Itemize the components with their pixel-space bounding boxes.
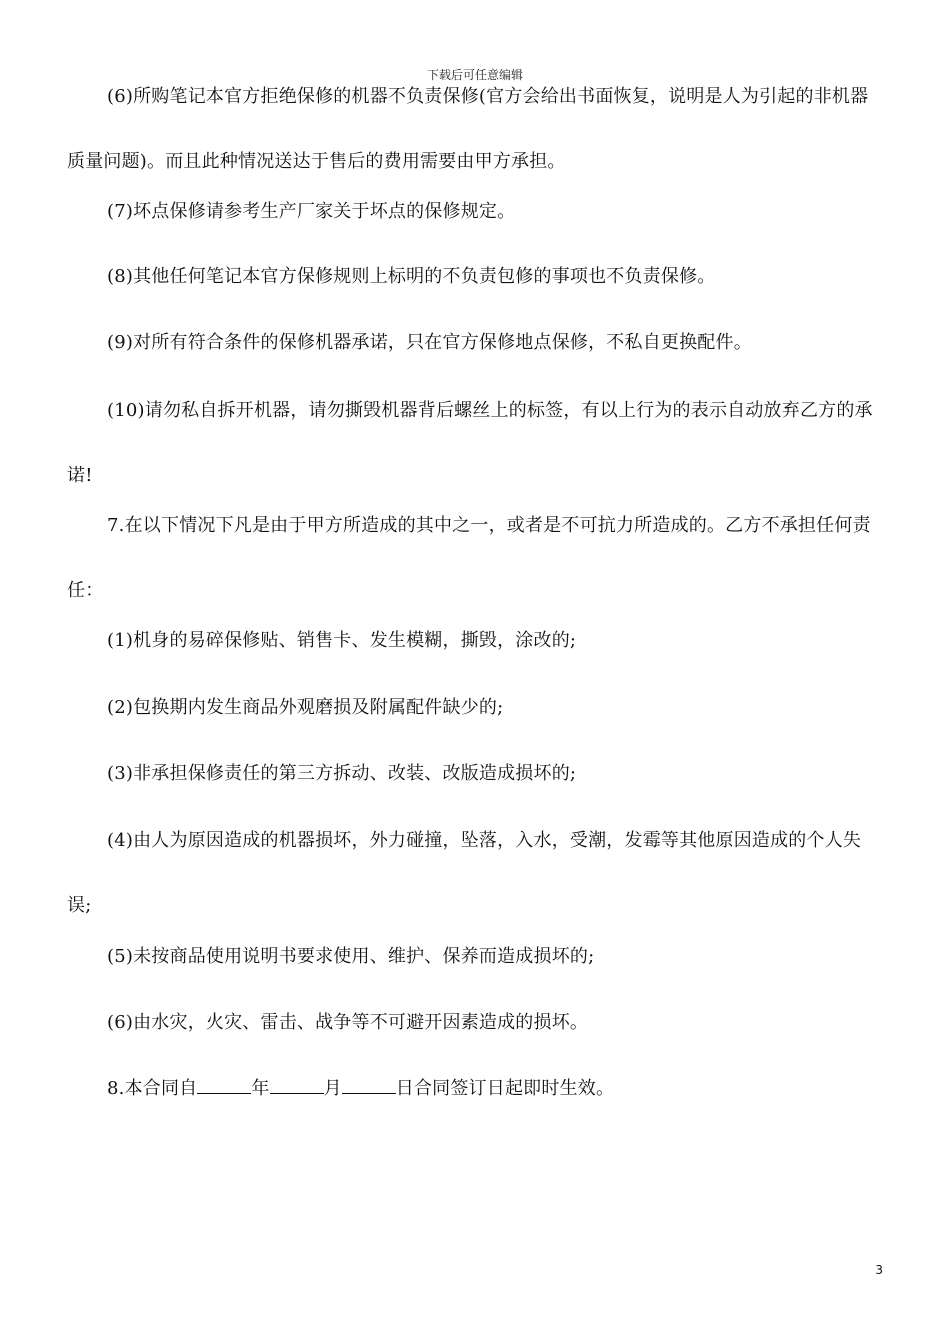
month-blank	[270, 1079, 324, 1094]
page-header: 下载后可任意编辑	[426, 68, 523, 82]
year-blank	[197, 1079, 251, 1094]
clause-7-item-6: (6)由水灾，火灾、雷击、战争等不可避开因素造成的损坏。	[107, 1012, 589, 1033]
paragraph-10-no-disassembly: (10)请勿私自拆开机器，请勿撕毁机器背后螺丝上的标签，有以上行为的表示自动放弃乙方的承诺!	[67, 400, 873, 486]
clause-8-prefix: 8.本合同自	[107, 1078, 198, 1099]
year-label: 年	[251, 1078, 270, 1099]
clause-7-item-2: (2)包换期内发生商品外观磨损及附属配件缺少的;	[107, 697, 504, 718]
clause-7-item-1: (1)机身的易碎保修贴、销售卡、发生模糊，撕毁，涂改的;	[107, 630, 577, 651]
paragraph-6-warranty-refusal: (6)所购笔记本官方拒绝保修的机器不负责保修(官方会给出书面恢复，说明是人为引起的非机器质量问题)。而且此种情况送达于售后的费用需要由甲方承担。	[67, 86, 869, 172]
day-blank	[342, 1079, 396, 1094]
clause-8-effective-date	[67, 1056, 885, 1121]
page-number: 3	[875, 1263, 883, 1277]
paragraph-8-other-exclusions: (8)其他任何笔记本官方保修规则上标明的不负责包修的事项也不负责保修。	[107, 266, 716, 287]
clause-7-item-5: (5)未按商品使用说明书要求使用、维护、保养而造成损坏的;	[107, 946, 595, 967]
clause-7-item-4: (4)由人为原因造成的机器损坏，外力碰撞，坠落，入水，受潮，发霉等其他原因造成的个人失误;	[67, 830, 862, 916]
clause-7-item-3: (3)非承担保修责任的第三方拆动、改装、改版造成损坏的;	[107, 763, 577, 784]
month-label: 月	[323, 1078, 342, 1099]
paragraph-9-official-repair: (9)对所有符合条件的保修机器承诺，只在官方保修地点保修，不私自更换配件。	[107, 332, 752, 353]
clause-7-liability: 7.在以下情况下凡是由于甲方所造成的其中之一，或者是不可抗力所造成的。乙方不承担任何责任：	[67, 515, 871, 601]
paragraph-7-dead-pixel: (7)坏点保修请参考生产厂家关于坏点的保修规定。	[107, 201, 516, 222]
clause-8-suffix: 日合同签订日起即时生效。	[395, 1078, 615, 1099]
